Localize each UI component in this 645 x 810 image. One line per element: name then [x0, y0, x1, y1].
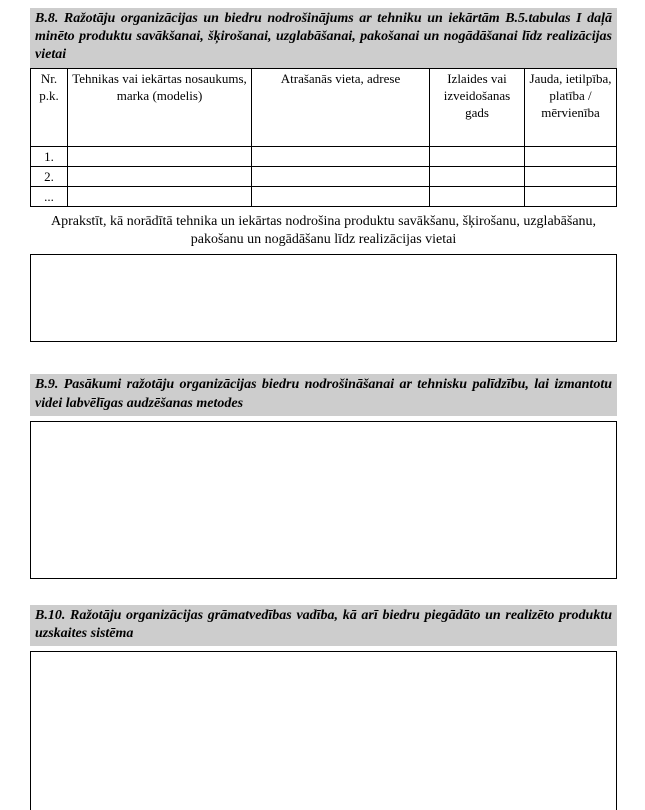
row-number-cell: 1.: [31, 146, 68, 166]
section-b8-title: B.8. Ražotāju organizācijas un biedru nodrošinājums ar tehniku un iekārtām B.5.tabulas I daļā minēto produktu savākšanai, šķirošanai, uzglabāšanai, pakošanai un nogādāšanai līdz realizācijas vietai: [30, 8, 617, 68]
col-header-capacity: Jauda, ietilpība, platība / mērvienība: [525, 68, 617, 146]
table-row: [31, 166, 617, 186]
col-header-equipment-name: Tehnikas vai iekārtas nosaukums, marka (modelis): [68, 68, 252, 146]
table-row: [31, 186, 617, 206]
table-cell-empty[interactable]: [525, 166, 617, 186]
table-cell-empty[interactable]: [430, 186, 525, 206]
table-cell-empty[interactable]: [525, 146, 617, 166]
table-cell-empty[interactable]: [252, 146, 430, 166]
b8-describe-label: Aprakstīt, kā norādītā tehnika un iekārtas nodrošina produktu savākšanu, šķirošanu, uzglabāšanu, pakošanu un nogādāšanu līdz realizācijas vietai: [50, 214, 597, 248]
table-cell-empty[interactable]: [430, 166, 525, 186]
table-header-row: [31, 68, 617, 146]
table-cell-empty[interactable]: [430, 146, 525, 166]
b8-equipment-table: [30, 68, 617, 207]
col-header-year: Izlaides vai izveidošanas gads: [430, 68, 525, 146]
table-row: [31, 146, 617, 166]
col-header-location: Atrašanās vieta, adrese: [252, 68, 430, 146]
row-number-cell: 2.: [31, 166, 68, 186]
section-b9-title: B.9. Pasākumi ražotāju organizācijas biedru nodrošināšanai ar tehnisku palīdzību, lai izmantotu videi labvēlīgas audzēšanas metodes: [30, 374, 617, 415]
b10-answer-box[interactable]: [30, 651, 617, 810]
table-cell-empty[interactable]: [68, 166, 252, 186]
table-cell-empty[interactable]: [68, 146, 252, 166]
row-number-cell: ...: [31, 186, 68, 206]
b8-answer-box[interactable]: [30, 254, 617, 342]
table-cell-empty[interactable]: [252, 166, 430, 186]
section-b10-title: B.10. Ražotāju organizācijas grāmatvedības vadība, kā arī biedru piegādāto un realizēto produktu uzskaites sistēma: [30, 605, 617, 646]
table-cell-empty[interactable]: [68, 186, 252, 206]
table-cell-empty[interactable]: [525, 186, 617, 206]
b9-answer-box[interactable]: [30, 421, 617, 579]
table-cell-empty[interactable]: [252, 186, 430, 206]
col-header-nr-pk: Nr. p.k.: [31, 68, 68, 146]
